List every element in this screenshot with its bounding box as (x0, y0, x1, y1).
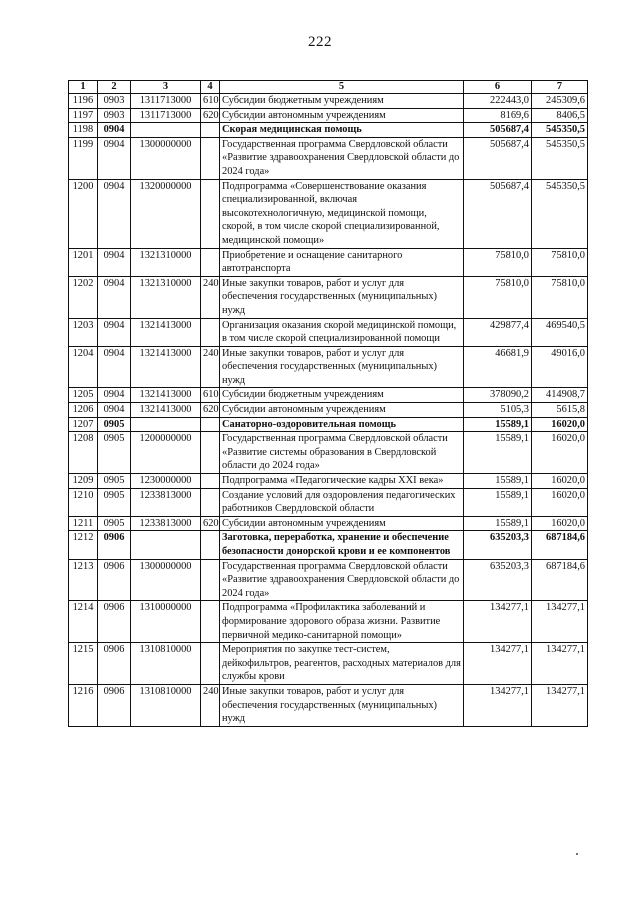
row-number: 1213 (69, 559, 98, 601)
row-number: 1209 (69, 474, 98, 489)
column-header: 2 (98, 81, 131, 94)
item-name: Государственная программа Свердловской области «Развитие здравоохранения Свердловской области до 2024 года» (220, 559, 464, 601)
budget-table (68, 80, 588, 727)
item-name: Мероприятия по закупке тест-систем, дейкофильтров, реагентов, расходных материалов для службы крови (220, 643, 464, 685)
scan-dot (576, 853, 578, 855)
amount-col-7: 245309,6 (532, 94, 588, 109)
section-code: 0904 (98, 388, 131, 403)
expense-type-code (201, 559, 220, 601)
row-number: 1214 (69, 601, 98, 643)
table-row (69, 388, 588, 403)
item-name: Организация оказания скорой медицинской помощи, в том числе скорой специализированной помощи (220, 318, 464, 346)
expense-type-code (201, 601, 220, 643)
table-row (69, 432, 588, 474)
table-row (69, 474, 588, 489)
expense-type-code (201, 643, 220, 685)
table-body (69, 94, 588, 727)
table-row (69, 123, 588, 138)
item-name: Иные закупки товаров, работ и услуг для обеспечения государственных (муниципальных) нужд (220, 346, 464, 388)
column-header: 3 (131, 81, 201, 94)
item-name: Приобретение и оснащение санитарного автотранспорта (220, 248, 464, 276)
target-article-code: 1321413000 (131, 318, 201, 346)
page-number: 222 (308, 34, 332, 50)
amount-col-7: 16020,0 (532, 488, 588, 516)
item-name: Субсидии автономным учреждениям (220, 403, 464, 418)
amount-col-7: 49016,0 (532, 346, 588, 388)
target-article-code: 1310810000 (131, 643, 201, 685)
item-name: Иные закупки товаров, работ и услуг для обеспечения государственных (муниципальных) нужд (220, 684, 464, 726)
section-code: 0905 (98, 488, 131, 516)
amount-col-6: 15589,1 (464, 516, 532, 531)
amount-col-6: 46681,9 (464, 346, 532, 388)
row-number: 1199 (69, 137, 98, 179)
expense-type-code (201, 123, 220, 138)
amount-col-7: 134277,1 (532, 643, 588, 685)
amount-col-6: 505687,4 (464, 179, 532, 248)
column-header: 1 (69, 81, 98, 94)
amount-col-7: 545350,5 (532, 123, 588, 138)
row-number: 1196 (69, 94, 98, 109)
row-number: 1206 (69, 403, 98, 418)
section-code: 0904 (98, 123, 131, 138)
table-row (69, 318, 588, 346)
section-code: 0904 (98, 137, 131, 179)
amount-col-6: 134277,1 (464, 643, 532, 685)
expense-type-code (201, 137, 220, 179)
section-code: 0905 (98, 432, 131, 474)
row-number: 1208 (69, 432, 98, 474)
item-name: Подпрограмма «Профилактика заболеваний и формирование здорового образа жизни. Развитие первичной медико-санитарной помощи» (220, 601, 464, 643)
target-article-code (131, 417, 201, 432)
item-name: Субсидии бюджетным учреждениям (220, 94, 464, 109)
amount-col-7: 16020,0 (532, 417, 588, 432)
row-number: 1197 (69, 108, 98, 123)
row-number: 1198 (69, 123, 98, 138)
amount-col-6: 134277,1 (464, 684, 532, 726)
expense-type-code: 240 (201, 346, 220, 388)
amount-col-7: 469540,5 (532, 318, 588, 346)
row-number: 1210 (69, 488, 98, 516)
amount-col-7: 545350,5 (532, 179, 588, 248)
section-code: 0904 (98, 248, 131, 276)
target-article-code: 1310810000 (131, 684, 201, 726)
table-row (69, 684, 588, 726)
target-article-code: 1233813000 (131, 488, 201, 516)
amount-col-7: 5615,8 (532, 403, 588, 418)
amount-col-7: 16020,0 (532, 432, 588, 474)
item-name: Заготовка, переработка, хранение и обеспечение безопасности донорской крови и ее компонентов (220, 531, 464, 559)
table-row (69, 94, 588, 109)
target-article-code: 1233813000 (131, 516, 201, 531)
section-code: 0906 (98, 643, 131, 685)
expense-type-code (201, 474, 220, 489)
table-row (69, 346, 588, 388)
table-row (69, 276, 588, 318)
section-code: 0903 (98, 94, 131, 109)
target-article-code: 1200000000 (131, 432, 201, 474)
expense-type-code: 620 (201, 403, 220, 418)
amount-col-7: 414908,7 (532, 388, 588, 403)
section-code: 0904 (98, 179, 131, 248)
expense-type-code (201, 488, 220, 516)
row-number: 1200 (69, 179, 98, 248)
row-number: 1205 (69, 388, 98, 403)
amount-col-6: 635203,3 (464, 531, 532, 559)
item-name: Создание условий для оздоровления педагогических работников Свердловской области (220, 488, 464, 516)
amount-col-7: 75810,0 (532, 248, 588, 276)
amount-col-6: 134277,1 (464, 601, 532, 643)
expense-type-code (201, 432, 220, 474)
amount-col-6: 505687,4 (464, 123, 532, 138)
amount-col-7: 16020,0 (532, 516, 588, 531)
row-number: 1215 (69, 643, 98, 685)
amount-col-6: 15589,1 (464, 417, 532, 432)
row-number: 1203 (69, 318, 98, 346)
item-name: Субсидии автономным учреждениям (220, 516, 464, 531)
section-code: 0906 (98, 531, 131, 559)
item-name: Санаторно-оздоровительная помощь (220, 417, 464, 432)
row-number: 1212 (69, 531, 98, 559)
amount-col-7: 134277,1 (532, 601, 588, 643)
amount-col-6: 15589,1 (464, 474, 532, 489)
expense-type-code: 610 (201, 388, 220, 403)
table-row (69, 643, 588, 685)
expense-type-code: 240 (201, 276, 220, 318)
target-article-code: 1311713000 (131, 94, 201, 109)
amount-col-6: 635203,3 (464, 559, 532, 601)
amount-col-6: 15589,1 (464, 432, 532, 474)
table-row (69, 403, 588, 418)
row-number: 1216 (69, 684, 98, 726)
item-name: Иные закупки товаров, работ и услуг для обеспечения государственных (муниципальных) нужд (220, 276, 464, 318)
target-article-code (131, 531, 201, 559)
column-header: 5 (220, 81, 464, 94)
amount-col-7: 8406,5 (532, 108, 588, 123)
amount-col-7: 75810,0 (532, 276, 588, 318)
expense-type-code (201, 417, 220, 432)
item-name: Государственная программа Свердловской области «Развитие системы образования в Свердловской области до 2024 года» (220, 432, 464, 474)
target-article-code: 1300000000 (131, 137, 201, 179)
section-code: 0906 (98, 684, 131, 726)
section-code: 0904 (98, 346, 131, 388)
column-header: 4 (201, 81, 220, 94)
expense-type-code (201, 179, 220, 248)
amount-col-6: 75810,0 (464, 276, 532, 318)
target-article-code: 1230000000 (131, 474, 201, 489)
expense-type-code: 620 (201, 108, 220, 123)
amount-col-6: 378090,2 (464, 388, 532, 403)
amount-col-6: 8169,6 (464, 108, 532, 123)
target-article-code: 1321310000 (131, 276, 201, 318)
row-number: 1204 (69, 346, 98, 388)
table-row (69, 137, 588, 179)
amount-col-6: 15589,1 (464, 488, 532, 516)
expense-type-code (201, 248, 220, 276)
item-name: Скорая медицинская помощь (220, 123, 464, 138)
table-row (69, 108, 588, 123)
item-name: Государственная программа Свердловской области «Развитие здравоохранения Свердловской области до 2024 года» (220, 137, 464, 179)
table-row (69, 601, 588, 643)
row-number: 1202 (69, 276, 98, 318)
table-row (69, 488, 588, 516)
row-number: 1211 (69, 516, 98, 531)
item-name: Подпрограмма «Совершенствование оказания специализированной, включая высокотехнологичную, медицинской помощи, скорой, в том числе скорой специализированной, медицинской помощи» (220, 179, 464, 248)
target-article-code: 1321413000 (131, 403, 201, 418)
section-code: 0906 (98, 601, 131, 643)
table-row (69, 248, 588, 276)
target-article-code (131, 123, 201, 138)
expense-type-code: 620 (201, 516, 220, 531)
item-name: Субсидии автономным учреждениям (220, 108, 464, 123)
header-row (69, 81, 588, 94)
target-article-code: 1310000000 (131, 601, 201, 643)
section-code: 0904 (98, 318, 131, 346)
section-code: 0904 (98, 276, 131, 318)
section-code: 0905 (98, 417, 131, 432)
section-code: 0905 (98, 516, 131, 531)
table-row (69, 531, 588, 559)
row-number: 1207 (69, 417, 98, 432)
target-article-code: 1300000000 (131, 559, 201, 601)
amount-col-6: 75810,0 (464, 248, 532, 276)
table-row (69, 417, 588, 432)
expense-type-code: 240 (201, 684, 220, 726)
amount-col-7: 545350,5 (532, 137, 588, 179)
section-code: 0906 (98, 559, 131, 601)
amount-col-7: 16020,0 (532, 474, 588, 489)
column-header: 7 (532, 81, 588, 94)
item-name: Субсидии бюджетным учреждениям (220, 388, 464, 403)
amount-col-7: 687184,6 (532, 531, 588, 559)
target-article-code: 1321413000 (131, 346, 201, 388)
amount-col-7: 687184,6 (532, 559, 588, 601)
section-code: 0904 (98, 403, 131, 418)
table-row (69, 179, 588, 248)
section-code: 0903 (98, 108, 131, 123)
target-article-code: 1311713000 (131, 108, 201, 123)
expense-type-code: 610 (201, 94, 220, 109)
column-header: 6 (464, 81, 532, 94)
amount-col-6: 505687,4 (464, 137, 532, 179)
item-name: Подпрограмма «Педагогические кадры XXI века» (220, 474, 464, 489)
target-article-code: 1321413000 (131, 388, 201, 403)
target-article-code: 1320000000 (131, 179, 201, 248)
amount-col-6: 429877,4 (464, 318, 532, 346)
row-number: 1201 (69, 248, 98, 276)
expense-type-code (201, 318, 220, 346)
table-row (69, 559, 588, 601)
table-row (69, 516, 588, 531)
amount-col-7: 134277,1 (532, 684, 588, 726)
target-article-code: 1321310000 (131, 248, 201, 276)
amount-col-6: 222443,0 (464, 94, 532, 109)
amount-col-6: 5105,3 (464, 403, 532, 418)
section-code: 0905 (98, 474, 131, 489)
expense-type-code (201, 531, 220, 559)
